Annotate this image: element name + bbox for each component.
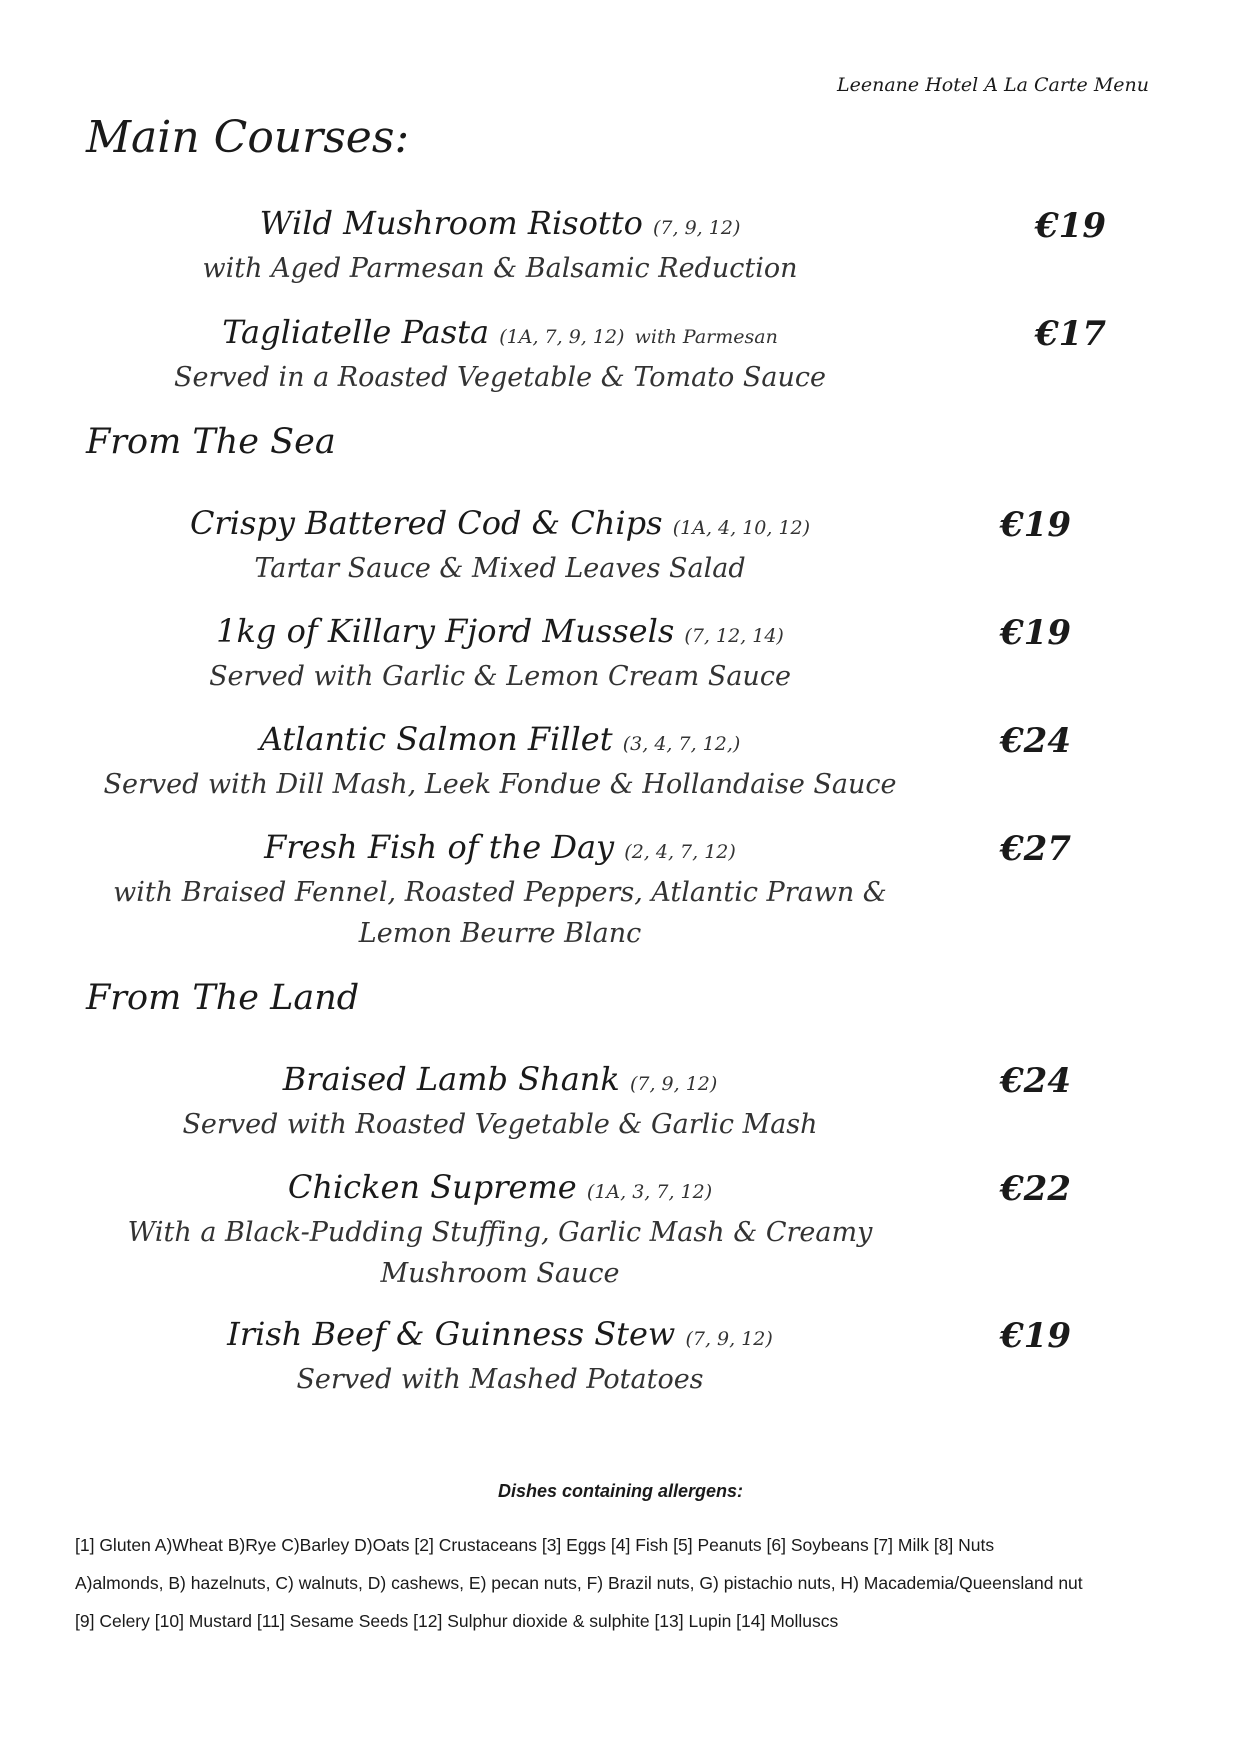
dish-allergens: (1A, 3, 7, 12) <box>586 1181 713 1203</box>
dish-description: with Aged Parmesan & Balsamic Reduction <box>202 253 798 284</box>
dish-description: Served in a Roasted Vegetable & Tomato Sauce <box>174 362 826 393</box>
allergen-legend-line: [9] Celery [10] Mustard [11] Sesame Seeds [12] Sulphur dioxide & sulphite [13] Lupin [14] Molluscs <box>75 1611 839 1631</box>
allergen-legend-line: A)almonds, B) hazelnuts, C) walnuts, D) cashews, E) pecan nuts, F) Brazil nuts, G) pistachio nuts, H) Macademia/Queensland nut <box>75 1573 1083 1593</box>
menu-item <box>60 203 940 289</box>
dish-price: €19 <box>1000 505 1071 545</box>
menu-item <box>60 827 940 954</box>
dish-name: Chicken Supreme <box>287 1168 577 1206</box>
dish-name: 1kg of Killary Fjord Mussels <box>216 612 675 650</box>
dish-allergens: (3, 4, 7, 12,) <box>622 733 741 755</box>
dish-allergens: (7, 9, 12) <box>653 217 741 239</box>
menu-item <box>60 312 940 398</box>
dish-allergens: (7, 9, 12) <box>685 1328 773 1350</box>
dish-name: Wild Mushroom Risotto <box>259 204 643 242</box>
dish-price: €17 <box>1035 314 1106 354</box>
dish-extra-note: with Parmesan <box>634 326 778 348</box>
dish-allergens: (2, 4, 7, 12) <box>624 841 736 863</box>
dish-name: Irish Beef & Guinness Stew <box>227 1315 676 1353</box>
dish-price: €19 <box>1000 1316 1071 1356</box>
allergen-legend-line: [1] Gluten A)Wheat B)Rye C)Barley D)Oats [2] Crustaceans [3] Eggs [4] Fish [5] Peanuts [6] Soybeans [7] Milk [8] Nuts <box>75 1535 995 1555</box>
allergen-heading: Dishes containing allergens: <box>497 1481 744 1501</box>
dish-description: Lemon Beurre Blanc <box>358 918 642 949</box>
menu-item <box>60 611 940 697</box>
dish-price: €24 <box>1000 721 1071 761</box>
dish-allergens: (1A, 4, 10, 12) <box>672 517 811 539</box>
dish-price: €27 <box>1000 829 1071 869</box>
dish-name: Atlantic Salmon Fillet <box>259 720 613 758</box>
from-the-land-title: From The Land <box>86 978 360 1018</box>
dish-name: Braised Lamb Shank <box>282 1060 620 1098</box>
dish-name: Fresh Fish of the Day <box>264 828 615 866</box>
dish-price: €19 <box>1035 206 1106 246</box>
dish-allergens: (7, 12, 14) <box>684 625 784 647</box>
menu-header-note: Leenane Hotel A La Carte Menu <box>837 74 1149 96</box>
dish-price: €22 <box>1000 1169 1071 1209</box>
dish-description: Mushroom Sauce <box>380 1258 620 1289</box>
dish-allergens: (1A, 7, 9, 12) <box>499 326 625 348</box>
dish-description: Served with Mashed Potatoes <box>296 1364 704 1395</box>
dish-name: Tagliatelle Pasta <box>222 313 490 351</box>
dish-description: Served with Roasted Vegetable & Garlic Mash <box>182 1109 818 1140</box>
dish-description: With a Black-Pudding Stuffing, Garlic Mash & Creamy <box>127 1217 873 1248</box>
dish-description: Tartar Sauce & Mixed Leaves Salad <box>254 553 746 584</box>
dish-description: Served with Garlic & Lemon Cream Sauce <box>209 661 791 692</box>
dish-price: €19 <box>1000 613 1071 653</box>
menu-item <box>60 1314 940 1400</box>
menu-item <box>60 503 940 589</box>
dish-price: €24 <box>1000 1061 1071 1101</box>
dish-name: Crispy Battered Cod & Chips <box>189 504 663 542</box>
menu-item <box>60 1059 940 1145</box>
dish-description: with Braised Fennel, Roasted Peppers, Atlantic Prawn & <box>113 877 887 908</box>
menu-item <box>60 1167 940 1294</box>
dish-description: Served with Dill Mash, Leek Fondue & Hollandaise Sauce <box>103 769 897 800</box>
menu-item <box>60 719 940 805</box>
dish-allergens: (7, 9, 12) <box>629 1073 718 1095</box>
main-courses-title: Main Courses: <box>86 112 410 163</box>
from-the-sea-title: From The Sea <box>86 422 336 462</box>
